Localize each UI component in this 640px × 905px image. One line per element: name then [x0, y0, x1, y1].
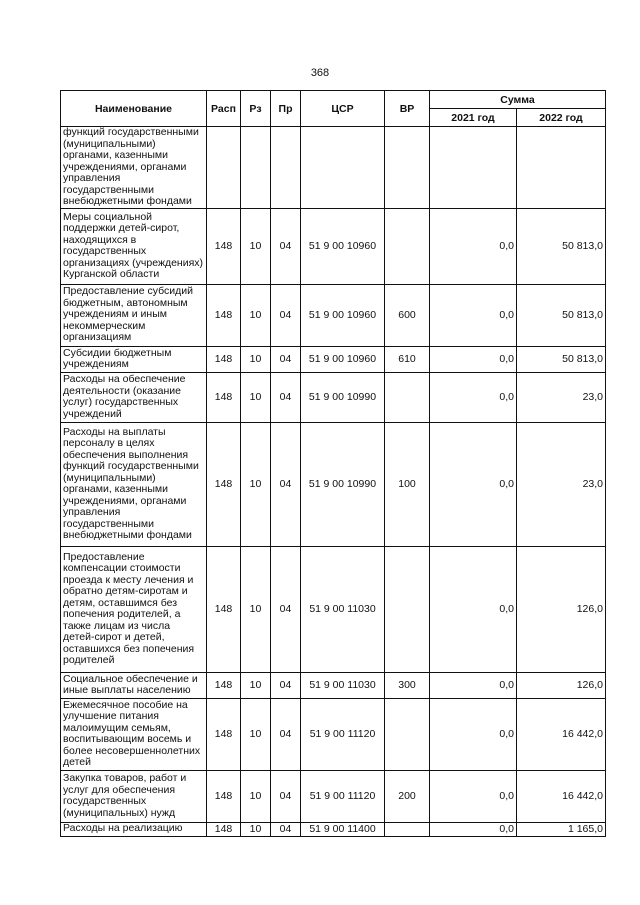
row-vr — [385, 546, 430, 672]
page-number: 368 — [310, 67, 330, 79]
row-amount-2022: 126,0 — [517, 672, 606, 698]
row-csr: 51 9 00 11030 — [301, 672, 385, 698]
header-year-2021: 2021 год — [430, 109, 517, 127]
row-amount-2022: 1 165,0 — [517, 822, 606, 836]
row-csr: 51 9 00 10960 — [301, 208, 385, 284]
table-row — [61, 770, 606, 822]
header-rasp: Расп — [207, 91, 241, 127]
table-row — [61, 208, 606, 284]
row-rasp: 148 — [207, 284, 241, 346]
row-vr: 200 — [385, 770, 430, 822]
row-rz: 10 — [241, 208, 271, 284]
row-amount-2022: 50 813,0 — [517, 346, 606, 372]
row-vr: 300 — [385, 672, 430, 698]
row-rasp: 148 — [207, 546, 241, 672]
row-amount-2021: 0,0 — [430, 672, 517, 698]
header-pr: Пр — [271, 91, 301, 127]
header-year-2022: 2022 год — [517, 109, 606, 127]
row-amount-2021: 0,0 — [430, 770, 517, 822]
row-rz: 10 — [241, 422, 271, 546]
row-vr — [385, 698, 430, 770]
row-csr: 51 9 00 10960 — [301, 346, 385, 372]
row-name: Предоставление субсидий бюджетным, автономным учреждениям и иным некоммерческим организациям — [61, 284, 207, 346]
row-rasp: 148 — [207, 672, 241, 698]
row-amount-2022: 16 442,0 — [517, 770, 606, 822]
row-amount-2022: 50 813,0 — [517, 284, 606, 346]
row-rasp: 148 — [207, 698, 241, 770]
row-pr: 04 — [271, 284, 301, 346]
row-csr: 51 9 00 10990 — [301, 422, 385, 546]
table-row — [61, 346, 606, 372]
row-rasp: 148 — [207, 208, 241, 284]
table-row — [61, 672, 606, 698]
budget-table — [60, 90, 606, 837]
row-vr: 100 — [385, 422, 430, 546]
row-name: Социальное обеспечение и иные выплаты населению — [61, 672, 207, 698]
row-pr: 04 — [271, 822, 301, 836]
row-name: Ежемесячное пособие на улучшение питания малоимущим семьям, воспитывающим восемь и более несовершеннолетних детей — [61, 698, 207, 770]
row-name: Предоставление компенсации стоимости проезда к месту лечения и обратно детям-сиротам и детям, оставшимся без попечения родителей, а также лицам из числа детей-сирот и детей, оставшихся без попечения родителей — [61, 546, 207, 672]
row-csr: 51 9 00 10990 — [301, 372, 385, 422]
row-rasp: 148 — [207, 372, 241, 422]
row-rz: 10 — [241, 672, 271, 698]
row-amount-2022: 50 813,0 — [517, 208, 606, 284]
row-amount-2021: 0,0 — [430, 372, 517, 422]
row-rasp: 148 — [207, 822, 241, 836]
row-name: Меры социальной поддержки детей-сирот, находящихся в государственных организациях (учреждениях) Курганской области — [61, 208, 207, 284]
row-pr: 04 — [271, 546, 301, 672]
row-csr: 51 9 00 11120 — [301, 770, 385, 822]
table-row — [61, 546, 606, 672]
row-name: Закупка товаров, работ и услуг для обеспечения государственных (муниципальных) нужд — [61, 770, 207, 822]
row-rz — [241, 127, 271, 209]
row-name: Субсидии бюджетным учреждениям — [61, 346, 207, 372]
row-rz: 10 — [241, 698, 271, 770]
row-amount-2022: 126,0 — [517, 546, 606, 672]
row-name: функций государственными (муниципальными) органами, казенными учреждениями, органами управления государственными внебюджетными фондами — [61, 127, 207, 209]
row-rasp — [207, 127, 241, 209]
row-pr — [271, 127, 301, 209]
header-vr: ВР — [385, 91, 430, 127]
row-vr — [385, 208, 430, 284]
row-rz: 10 — [241, 546, 271, 672]
row-vr — [385, 127, 430, 209]
row-csr: 51 9 00 11400 — [301, 822, 385, 836]
table-row — [61, 698, 606, 770]
row-csr: 51 9 00 11030 — [301, 546, 385, 672]
row-rz: 10 — [241, 372, 271, 422]
row-amount-2021: 0,0 — [430, 208, 517, 284]
row-rasp: 148 — [207, 422, 241, 546]
row-pr: 04 — [271, 770, 301, 822]
header-name: Наименование — [61, 91, 207, 127]
row-vr — [385, 372, 430, 422]
row-name: Расходы на обеспечение деятельности (оказание услуг) государственных учреждений — [61, 372, 207, 422]
table-body — [61, 127, 606, 837]
row-rasp: 148 — [207, 770, 241, 822]
row-amount-2022: 23,0 — [517, 422, 606, 546]
row-vr: 600 — [385, 284, 430, 346]
row-amount-2021 — [430, 127, 517, 209]
row-pr: 04 — [271, 346, 301, 372]
table-row — [61, 284, 606, 346]
table-row — [61, 422, 606, 546]
row-amount-2021: 0,0 — [430, 284, 517, 346]
row-vr — [385, 822, 430, 836]
header-csr: ЦСР — [301, 91, 385, 127]
row-pr: 04 — [271, 698, 301, 770]
row-name: Расходы на выплаты персоналу в целях обеспечения выполнения функций государственными (муниципальными) органами, казенными учреждениями, органами управления государственными внебюджетными фондами — [61, 422, 207, 546]
row-rz: 10 — [241, 770, 271, 822]
row-csr: 51 9 00 10960 — [301, 284, 385, 346]
row-amount-2021: 0,0 — [430, 822, 517, 836]
row-pr: 04 — [271, 422, 301, 546]
row-amount-2022 — [517, 127, 606, 209]
row-vr: 610 — [385, 346, 430, 372]
row-rz: 10 — [241, 346, 271, 372]
row-name: Расходы на реализацию — [61, 822, 207, 836]
header-rz: Рз — [241, 91, 271, 127]
row-amount-2021: 0,0 — [430, 698, 517, 770]
row-amount-2021: 0,0 — [430, 346, 517, 372]
row-amount-2022: 23,0 — [517, 372, 606, 422]
row-csr — [301, 127, 385, 209]
table-row — [61, 372, 606, 422]
row-pr: 04 — [271, 672, 301, 698]
row-amount-2021: 0,0 — [430, 546, 517, 672]
table-row — [61, 822, 606, 836]
row-rasp: 148 — [207, 346, 241, 372]
row-amount-2021: 0,0 — [430, 422, 517, 546]
row-pr: 04 — [271, 372, 301, 422]
table-header — [61, 91, 606, 127]
row-rz: 10 — [241, 284, 271, 346]
row-amount-2022: 16 442,0 — [517, 698, 606, 770]
table-row — [61, 127, 606, 209]
row-pr: 04 — [271, 208, 301, 284]
row-csr: 51 9 00 11120 — [301, 698, 385, 770]
header-sum: Сумма — [430, 91, 606, 109]
row-rz: 10 — [241, 822, 271, 836]
